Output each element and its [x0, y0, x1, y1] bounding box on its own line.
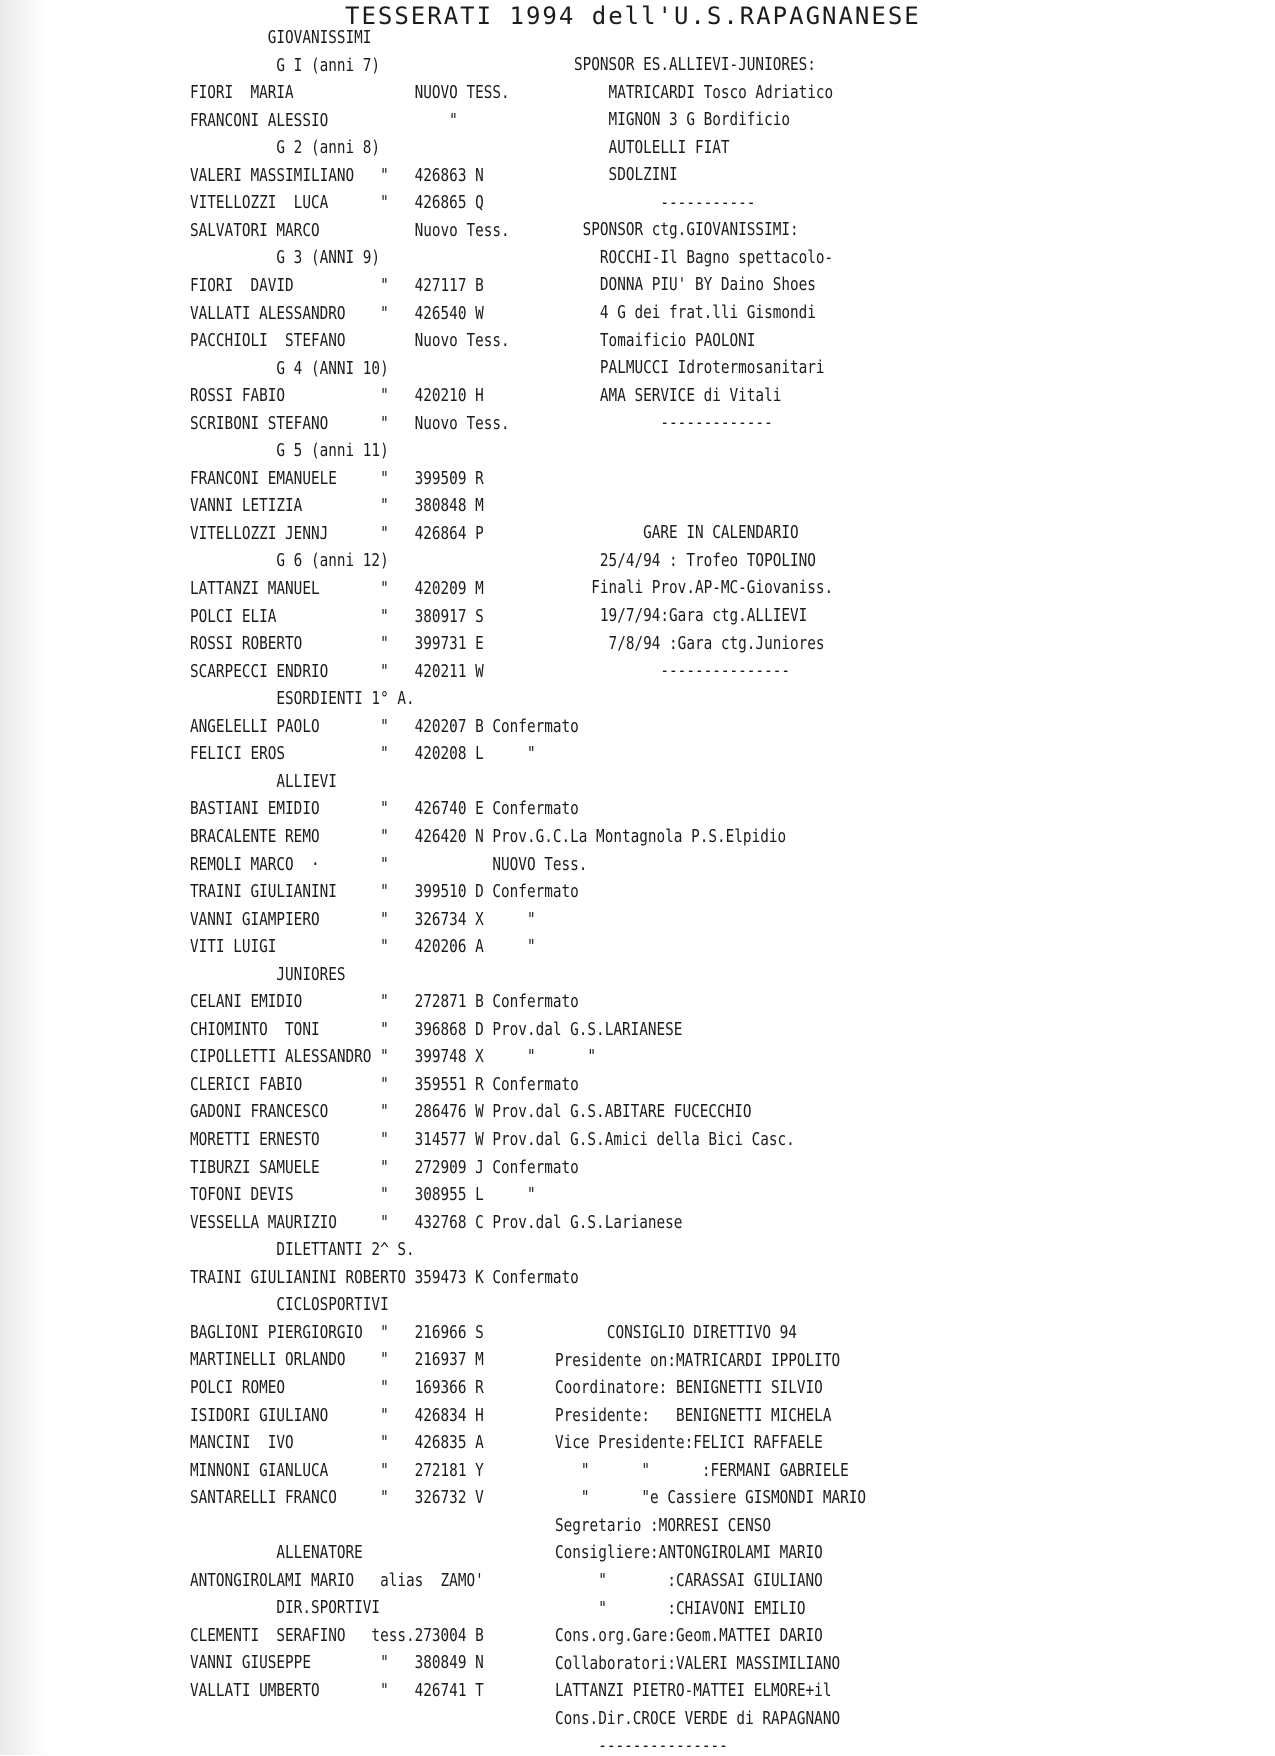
member-line: G 2 (anni 8)	[190, 138, 381, 159]
board-line: " :CHIAVONI EMILIO	[555, 1598, 806, 1619]
board-line: LATTANZI PIETRO-MATTEI ELMORE+il	[555, 1681, 832, 1702]
sponsor-line: SDOLZINI	[574, 165, 678, 186]
sponsor-line: ---------------	[574, 661, 790, 682]
member-line: JUNIORES	[190, 964, 346, 985]
member-line: G 3 (ANNI 9)	[190, 248, 381, 269]
board-line: " :CARASSAI GIULIANO	[555, 1570, 823, 1591]
member-line: MANCINI IVO " 426835 A	[190, 1433, 484, 1454]
member-line: CLERICI FABIO " 359551 R Confermato	[190, 1074, 579, 1095]
member-line: ANTONGIROLAMI MARIO alias ZAMO'	[190, 1570, 484, 1591]
member-line: REMOLI MARCO · " NUOVO Tess.	[190, 854, 588, 875]
member-line: GADONI FRANCESCO " 286476 W Prov.dal G.S.ABITARE FUCECCHIO	[190, 1102, 752, 1123]
board-line: Coordinatore: BENIGNETTI SILVIO	[555, 1378, 823, 1399]
member-line: CHIOMINTO TONI " 396868 D Prov.dal G.S.LARIANESE	[190, 1019, 683, 1040]
member-line: ISIDORI GIULIANO " 426834 H	[190, 1405, 484, 1426]
document-title: TESSERATI 1994 dell'U.S.RAPAGNANESE	[345, 2, 921, 30]
sponsor-line: SPONSOR ctg.GIOVANISSIMI:	[574, 220, 799, 241]
board-line: Presidente on:MATRICARDI IPPOLITO	[555, 1350, 841, 1371]
member-line: G 4 (ANNI 10)	[190, 358, 389, 379]
sponsor-line: 25/4/94 : Trofeo TOPOLINO	[574, 550, 816, 571]
board-line: Presidente: BENIGNETTI MICHELA	[555, 1405, 832, 1426]
sponsor-line: -----------	[574, 192, 756, 213]
sponsor-line: ROCCHI-Il Bagno spettacolo-	[574, 247, 834, 268]
member-line: SCRIBONI STEFANO " Nuovo Tess.	[190, 413, 510, 434]
member-line: LATTANZI MANUEL " 420209 M	[190, 579, 484, 599]
member-line: TRAINI GIULIANINI ROBERTO 359473 K Confermato	[190, 1267, 579, 1288]
sponsor-line: GARE IN CALENDARIO	[574, 523, 799, 544]
member-line: GIOVANISSIMI	[190, 28, 372, 48]
member-line: CLEMENTI SERAFINO tess.273004 B	[190, 1625, 484, 1646]
member-line: VANNI GIAMPIERO " 326734 X "	[190, 909, 536, 930]
member-line: G 6 (anni 12)	[190, 551, 389, 572]
member-line: VANNI LETIZIA " 380848 M	[190, 496, 484, 517]
board-line: ---------------	[555, 1736, 728, 1756]
member-line: ESORDIENTI 1° A.	[190, 689, 415, 710]
sponsor-line: SPONSOR ES.ALLIEVI-JUNIORES:	[574, 55, 816, 75]
member-line: CICLOSPORTIVI	[190, 1295, 389, 1316]
sponsor-line: 7/8/94 :Gara ctg.Juniores	[574, 633, 825, 654]
member-line: TOFONI DEVIS " 308955 L "	[190, 1185, 536, 1206]
board-line: " "e Cassiere GISMONDI MARIO	[555, 1488, 867, 1509]
member-line: POLCI ROMEO " 169366 R	[190, 1377, 484, 1398]
member-line: G I (anni 7)	[190, 55, 381, 76]
member-line: BASTIANI EMIDIO " 426740 E Confermato	[190, 799, 579, 820]
sponsor-line: 19/7/94:Gara ctg.ALLIEVI	[574, 606, 808, 626]
member-line: VITELLOZZI JENNJ " 426864 P	[190, 523, 484, 544]
member-line: POLCI ELIA " 380917 S	[190, 606, 484, 627]
member-line: MARTINELLI ORLANDO " 216937 M	[190, 1350, 484, 1371]
member-line: CIPOLLETTI ALESSANDRO " 399748 X " "	[190, 1047, 597, 1068]
board-line: CONSIGLIO DIRETTIVO 94	[555, 1323, 797, 1343]
member-line: VANNI GIUSEPPE " 380849 N	[190, 1653, 484, 1674]
sponsor-line: AUTOLELLI FIAT	[574, 137, 730, 158]
member-line: PACCHIOLI STEFANO Nuovo Tess.	[190, 331, 510, 352]
sponsor-line: MATRICARDI Tosco Adriatico	[574, 82, 834, 103]
board-line: Vice Presidente:FELICI RAFFAELE	[555, 1433, 823, 1454]
member-line: ALLIEVI	[190, 771, 337, 792]
member-line: DIR.SPORTIVI	[190, 1598, 381, 1619]
member-line: VESSELLA MAURIZIO " 432768 C Prov.dal G.S.Larianese	[190, 1212, 683, 1233]
sponsor-line: 4 G dei frat.lli Gismondi	[574, 302, 816, 323]
sponsor-line: Finali Prov.AP-MC-Giovaniss.	[574, 578, 834, 599]
member-line: MINNONI GIANLUCA " 272181 Y	[190, 1460, 484, 1481]
member-line: CELANI EMIDIO " 272871 B Confermato	[190, 992, 579, 1013]
member-line: G 5 (anni 11)	[190, 441, 389, 462]
member-line: TIBURZI SAMUELE " 272909 J Confermato	[190, 1157, 579, 1178]
sponsor-line: AMA SERVICE di Vitali	[574, 385, 782, 406]
member-line: ALLENATORE	[190, 1543, 363, 1564]
board-line: Cons.Dir.CROCE VERDE di RAPAGNANO	[555, 1708, 841, 1729]
member-line: MORETTI ERNESTO " 314577 W Prov.dal G.S.Amici della Bici Casc.	[190, 1130, 795, 1150]
sponsor-line: Tomaificio PAOLONI	[574, 330, 756, 351]
board-line: Cons.org.Gare:Geom.MATTEI DARIO	[555, 1626, 823, 1647]
sponsor-line: MIGNON 3 G Bordificio	[574, 110, 790, 131]
member-line: VALLATI ALESSANDRO " 426540 W	[190, 303, 484, 324]
member-line: ANGELELLI PAOLO " 420207 B Confermato	[190, 716, 579, 737]
member-line: TRAINI GIULIANINI " 399510 D Confermato	[190, 882, 579, 903]
scan-edge-shadow	[0, 0, 48, 1755]
member-line: ROSSI FABIO " 420210 H	[190, 386, 484, 407]
member-line: VALLATI UMBERTO " 426741 T	[190, 1681, 484, 1701]
member-line: FELICI EROS " 420208 L "	[190, 744, 536, 765]
member-line: FRANCONI ALESSIO "	[190, 110, 458, 131]
member-line: DILETTANTI 2^ S.	[190, 1240, 415, 1261]
member-line: VITELLOZZI LUCA " 426865 Q	[190, 193, 484, 214]
board-line: " " :FERMANI GABRIELE	[555, 1460, 849, 1481]
member-line: BRACALENTE REMO " 426420 N Prov.G.C.La Montagnola P.S.Elpidio	[190, 826, 787, 847]
sponsor-line: PALMUCCI Idrotermosanitari	[574, 358, 825, 379]
member-line: FIORI MARIA NUOVO TESS.	[190, 83, 510, 104]
member-line: FRANCONI EMANUELE " 399509 R	[190, 468, 484, 489]
member-line: SCARPECCI ENDRIO " 420211 W	[190, 661, 484, 682]
member-line: BAGLIONI PIERGIORGIO " 216966 S	[190, 1322, 484, 1343]
member-line: FIORI DAVID " 427117 B	[190, 275, 484, 296]
board-line: Segretario :MORRESI CENSO	[555, 1515, 771, 1536]
member-line: VITI LUIGI " 420206 A "	[190, 937, 536, 958]
member-line: SANTARELLI FRANCO " 326732 V	[190, 1488, 484, 1509]
board-line: Consigliere:ANTONGIROLAMI MARIO	[555, 1543, 823, 1564]
member-line: VALERI MASSIMILIANO " 426863 N	[190, 165, 484, 186]
member-line: ROSSI ROBERTO " 399731 E	[190, 634, 484, 655]
sponsor-line: -------------	[574, 413, 773, 434]
member-line: SALVATORI MARCO Nuovo Tess.	[190, 220, 510, 241]
sponsor-line: DONNA PIU' BY Daino Shoes	[574, 275, 816, 296]
board-line: Collaboratori:VALERI MASSIMILIANO	[555, 1653, 841, 1674]
